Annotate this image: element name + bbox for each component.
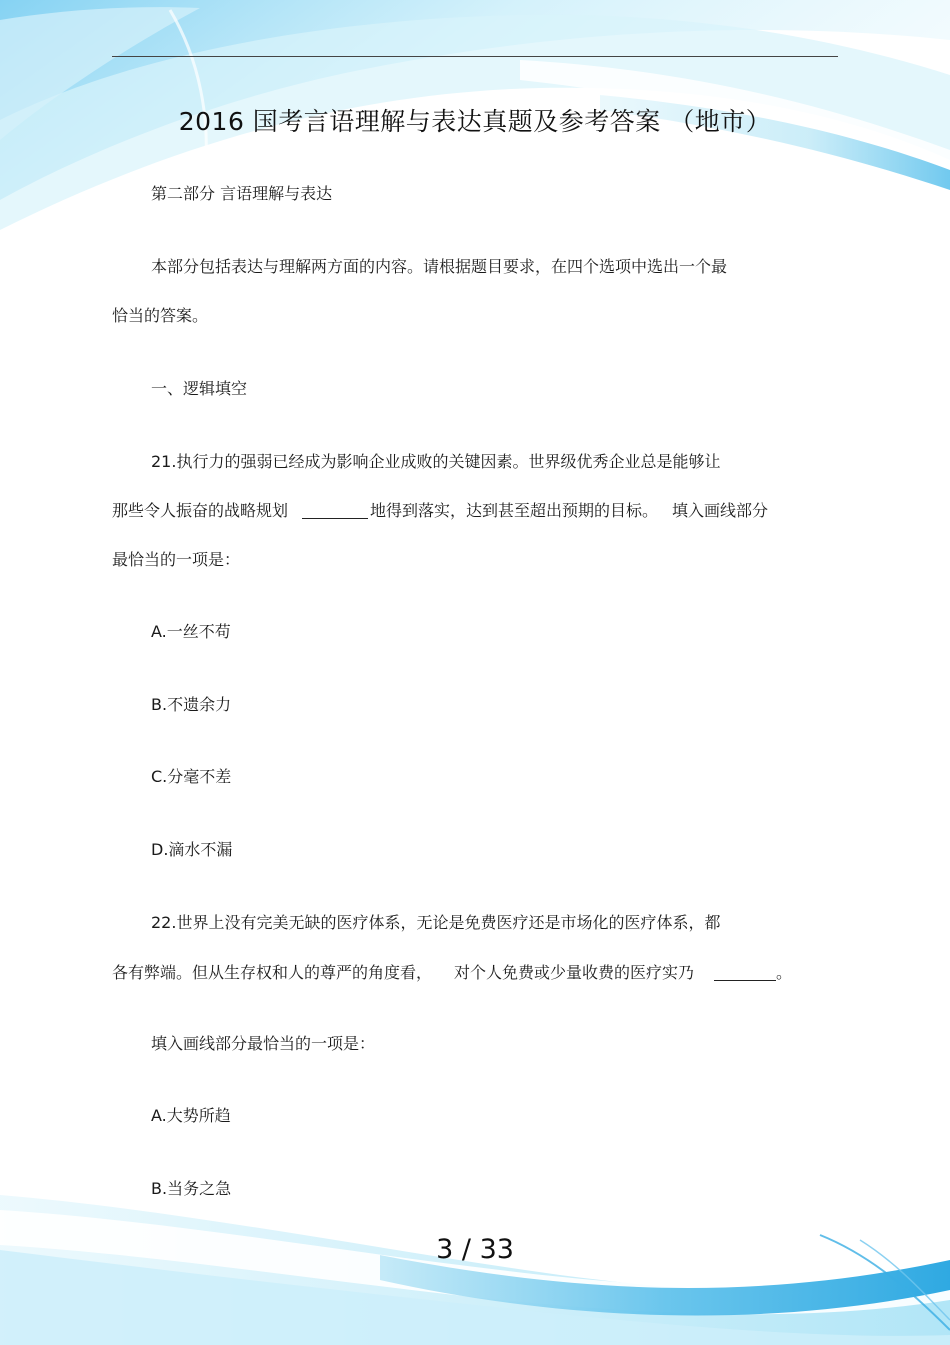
header-rule: [112, 56, 838, 57]
q22-text-before: 各有弊端。但从生存权和人的尊严的角度看，: [112, 963, 433, 982]
page-number: [0, 1234, 950, 1265]
q21-line-3: 最恰当的一项是：: [112, 550, 241, 569]
q21-prompt: 填入画线部分: [672, 501, 769, 520]
q22-option-b: B.当务之急: [151, 1179, 232, 1198]
q22-line-1: 22.世界上没有完美无缺的医疗体系，无论是免费医疗还是市场化的医疗体系，都: [151, 913, 721, 932]
intro-line-1: 本部分包括表达与理解两方面的内容。请根据题目要求，在四个选项中选出一个最: [151, 257, 728, 276]
document-title: 2016 国考言语理解与表达真题及参考答案 （地市）: [178, 107, 772, 136]
q21-option-a: A.一丝不苟: [151, 622, 231, 641]
page-current: 3: [436, 1234, 454, 1265]
q21-option-b: B.不遗余力: [151, 695, 232, 714]
q21-option-d: D.滴水不漏: [151, 840, 233, 859]
subsection-heading: 一、逻辑填空: [151, 379, 248, 398]
q22-text-end: 。: [776, 963, 793, 982]
q21-line-2: [112, 498, 768, 521]
q22-line-3: 填入画线部分最恰当的一项是：: [151, 1034, 376, 1053]
q21-answer-blank: [302, 502, 368, 519]
page-total: 33: [479, 1234, 514, 1265]
q21-option-c: C.分毫不差: [151, 767, 232, 786]
q22-line-2: [112, 960, 792, 983]
q21-text-before-blank: 那些令人振奋的战略规划: [112, 501, 289, 520]
q22-text-mid: 对个人免费或少量收费的医疗实乃: [454, 963, 695, 982]
section-heading: 第二部分 言语理解与表达: [151, 184, 333, 203]
q22-option-a: A.大势所趋: [151, 1106, 231, 1125]
q21-line-1: 21.执行力的强弱已经成为影响企业成败的关键因素。世界级优秀企业总是能够让: [151, 452, 721, 471]
q22-answer-blank: [714, 964, 776, 981]
q21-text-after-blank: 地得到落实，达到甚至超出预期的目标。: [370, 501, 659, 520]
intro-line-2: 恰当的答案。: [112, 306, 209, 325]
page-separator: /: [461, 1234, 471, 1265]
